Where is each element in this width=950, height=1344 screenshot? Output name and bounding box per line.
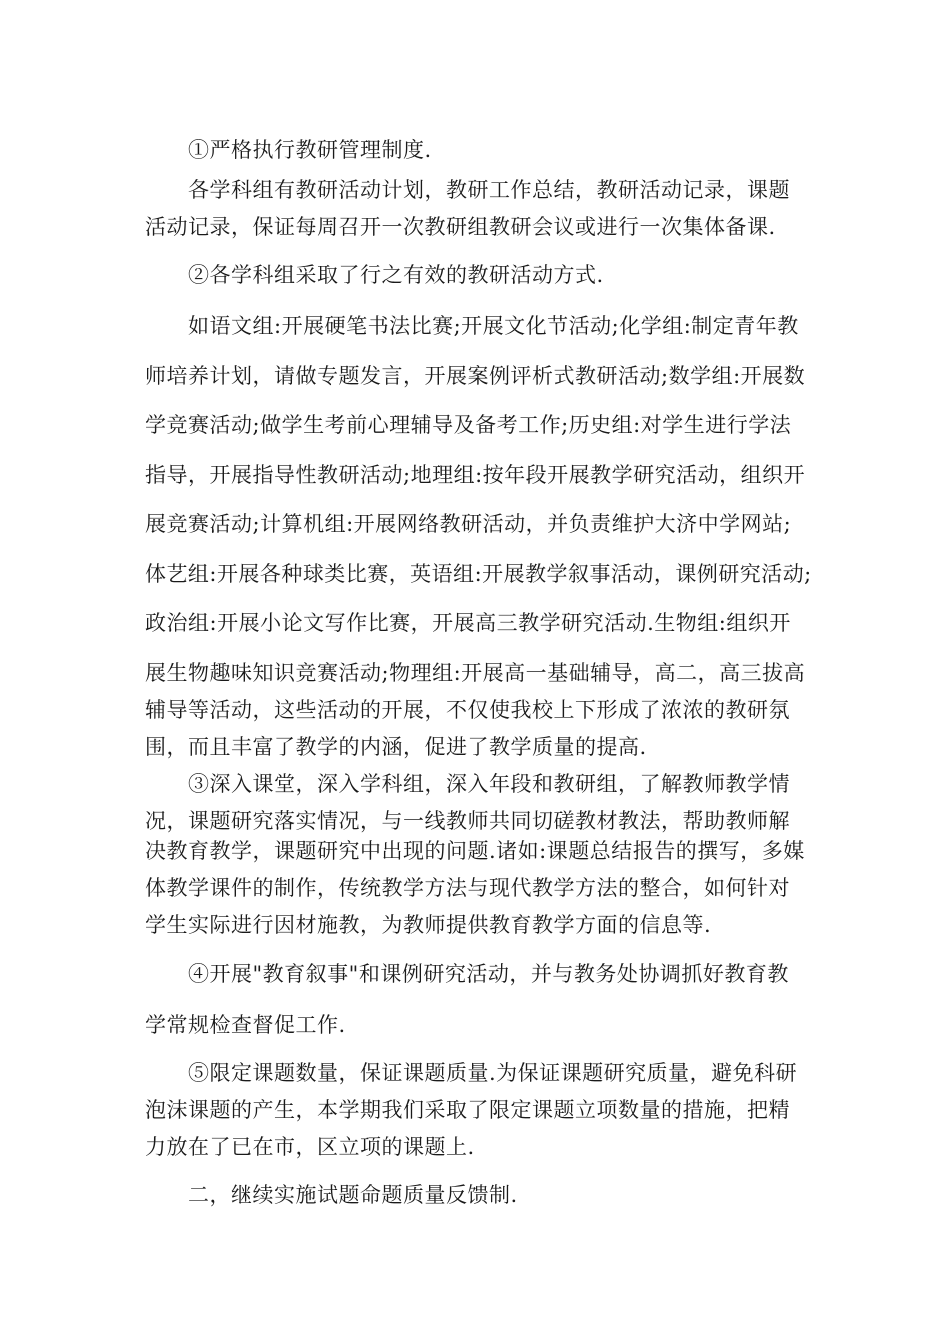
- text-line: 展竞赛活动;计算机组:开展网络教研活动，并负责维护大济中学网站;: [145, 512, 792, 536]
- text-line: 围，而且丰富了教学的内涵，促进了教学质量的提高.: [145, 735, 647, 759]
- text-line: 师培养计划，请做专题发言，开展案例评析式教研活动;数学组:开展数: [145, 364, 806, 388]
- text-line: 体艺组:开展各种球类比赛，英语组:开展教学叙事活动，课例研究活动;: [145, 562, 812, 586]
- text-line: 泡沫课题的产生，本学期我们采取了限定课题立项数量的措施，把精: [145, 1098, 790, 1122]
- text-line: 学生实际进行因材施教，为教师提供教育教学方面的信息等.: [145, 913, 712, 937]
- text-line: 体教学课件的制作，传统教学方法与现代教学方法的整合，如何针对: [145, 876, 790, 900]
- text-line: 如语文组:开展硬笔书法比赛;开展文化节活动;化学组:制定青年教: [188, 314, 799, 338]
- text-line: 学竞赛活动;做学生考前心理辅导及备考工作;历史组:对学生进行学法: [145, 413, 792, 437]
- text-line: 展生物趣味知识竞赛活动;物理组:开展高一基础辅导，高二，高三拔高: [145, 661, 806, 685]
- text-line: ④开展"教育叙事"和课例研究活动，并与教务处协调抓好教育教: [188, 962, 789, 986]
- text-line: ②各学科组采取了行之有效的教研活动方式.: [188, 263, 604, 287]
- text-line: ③深入课堂，深入学科组，深入年段和教研组，了解教师教学情: [188, 772, 790, 796]
- text-line: 各学科组有教研活动计划，教研工作总结，教研活动记录，课题: [188, 178, 790, 202]
- text-line: 二，继续实施试题命题质量反馈制.: [188, 1183, 518, 1207]
- text-line: ①严格执行教研管理制度.: [188, 138, 432, 162]
- text-line: 力放在了已在市，区立项的课题上.: [145, 1135, 475, 1159]
- text-line: 决教育教学，课题研究中出现的问题.诸如:课题总结报告的撰写，多媒: [145, 839, 805, 863]
- text-line: 况，课题研究落实情况，与一线教师共同切磋教材教法，帮助教师解: [145, 809, 790, 833]
- text-line: ⑤限定课题数量，保证课题质量.为保证课题研究质量，避免科研: [188, 1061, 798, 1085]
- text-line: 学常规检查督促工作.: [145, 1013, 346, 1037]
- text-line: 政治组:开展小论文写作比赛，开展高三教学研究活动.生物组:组织开: [145, 611, 791, 635]
- text-line: 活动记录，保证每周召开一次教研组教研会议或进行一次集体备课.: [145, 215, 776, 239]
- text-line: 辅导等活动，这些活动的开展，不仅使我校上下形成了浓浓的教研氛: [145, 698, 790, 722]
- text-line: 指导，开展指导性教研活动;地理组:按年段开展教学研究活动，组织开: [145, 463, 806, 487]
